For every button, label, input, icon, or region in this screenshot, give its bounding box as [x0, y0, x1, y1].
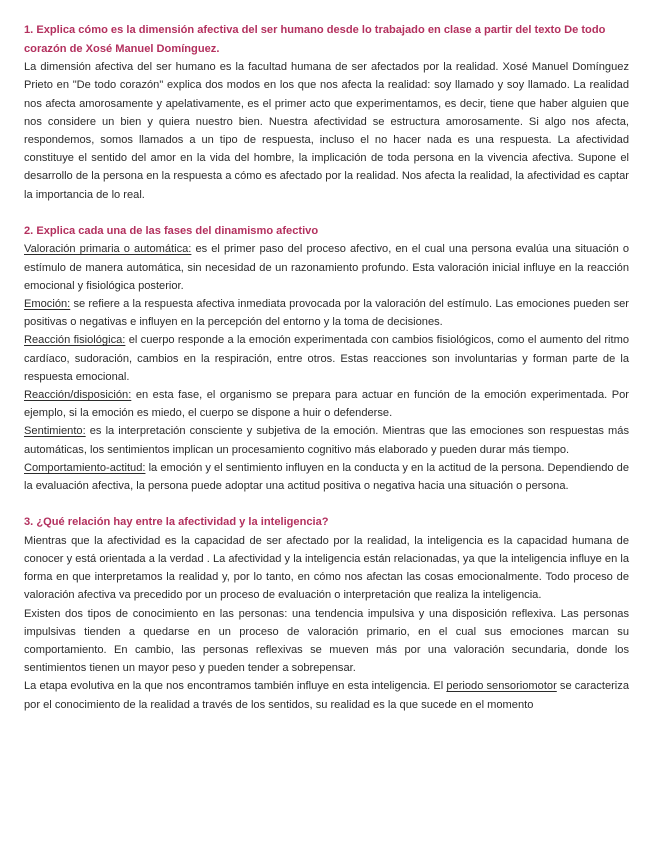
section-1-paragraph: La dimensión afectiva del ser humano es la facultad humana de ser afectados por la realidad. Xosé Manuel Domínguez Prieto en "De todo corazón" explica dos modos en los que nos afecta la realidad: soy llamado y soy llamado. La realidad nos afecta amorosamente y apelativamente, es el primer acto que experimentamos, es decir, tiene que haber alguien que nos considere un bien y quiera nuestro bien. Nuestra afectividad se estructura amorosamente. Si algo nos afecta, respondemos, somos llamados a un tipo de respuesta, incluso el no hacer nada es una respuesta. La afectividad constituye el sentido del amor en la vida del hombre, la implicación de toda persona en la vivencia afectiva. Supone el desarrollo de la persona en la respuesta a cómo es afectado por la realidad. Nos afecta la realidad, la afectividad es captar la importancia de lo real.	[24, 61, 629, 201]
phase-item	[24, 459, 629, 495]
section-1	[24, 21, 629, 204]
periodo-sensoriomotor-link[interactable]: periodo sensoriomotor	[446, 680, 557, 693]
section-3-paragraph-3	[24, 677, 629, 713]
phase-text: la emoción y el sentimiento influyen en la conducta y en la actitud de la persona. Dependiendo de la evaluación afectiva, la persona puede adoptar una actitud positiva o negativa hacia una situación o persona.	[24, 461, 629, 493]
section-3-paragraph-1: Mientras que la afectividad es la capacidad de ser afectado por la realidad, la inteligencia es la capacidad humana de conocer y está orientada a la verdad . La afectividad y la inteligencia están relacionadas, ya que la inteligencia influye en la forma en que interpretamos la realidad y, por lo tanto, en cómo nos afectan las cosas emocionalmente. Todo proceso de valoración afectiva va precedido por un proceso de evaluación o interpretación que realiza la inteligencia.	[24, 534, 629, 602]
paragraph-3-end: se caracteriza por el conocimiento de la realidad a través de los sentidos, su realidad es la que sucede en el momento	[24, 680, 629, 711]
phase-term: Reacción/disposición:	[24, 389, 132, 402]
phase-term: Comportamiento-actitud:	[24, 461, 146, 474]
phase-text: el cuerpo responde a la emoción experimentada con cambios fisiológicos, como el aumento del ritmo cardíaco, sudoración, cambios en la respiración, entre otros. Estas reacciones son involuntarias y forman parte de la respuesta emocional.	[24, 334, 629, 383]
phase-item	[24, 386, 629, 422]
phase-item	[24, 240, 629, 295]
phase-term: Emoción:	[24, 298, 71, 311]
paragraph-3-start: La etapa evolutiva en la que nos encontramos también influye en esta inteligencia. El	[24, 680, 447, 693]
section-2	[24, 222, 629, 495]
section-1-title: 1. Explica cómo es la dimensión afectiva del ser humano desde lo trabajado en clase a partir del texto De todo corazón de Xosé Manuel Domínguez.	[24, 24, 606, 55]
section-3-paragraph-2: Existen dos tipos de conocimiento en las personas: una tendencia impulsiva y una disposición reflexiva. Las personas impulsivas tienden a quedarse en un proceso de valoración primario, en el cual sus emociones marcan su comportamiento. En cambio, las personas reflexivas se mueven más por una valoración secundaria, donde los sentimientos tienen un mayor peso y pueden tender a sobrepensar.	[24, 607, 629, 675]
phase-term: Reacción fisiológica:	[24, 334, 126, 347]
phase-item	[24, 331, 629, 386]
phase-text: es la interpretación consciente y subjetiva de la emoción. Mientras que las emociones son respuestas más automáticas, los sentimientos implican un procesamiento cognitivo más elaborado y pueden durar más tiempo.	[24, 425, 629, 456]
section-2-title: 2. Explica cada una de las fases del dinamismo afectivo	[24, 224, 319, 237]
section-3-title: 3. ¿Qué relación hay entre la afectividad y la inteligencia?	[24, 516, 329, 529]
phase-text: es el primer paso del proceso afectivo, en el cual una persona evalúa una situación o estímulo de manera automática, sin necesidad de un razonamiento profundo. Esta valoración inicial influye en la reacción emocional y fisiológica posterior.	[24, 243, 629, 292]
phase-term: Valoración primaria o automática:	[24, 243, 192, 256]
document-page	[24, 21, 629, 732]
phase-item	[24, 422, 629, 458]
phase-text: en esta fase, el organismo se prepara para actuar en función de la emoción experimentada. Por ejemplo, si la emoción es miedo, el cuerpo se dispone a huir o defenderse.	[24, 389, 629, 420]
phase-item	[24, 295, 629, 331]
phase-term: Sentimiento:	[24, 425, 86, 438]
phase-text: se refiere a la respuesta afectiva inmediata provocada por la valoración del estímulo. Las emociones pueden ser positivas o negativas e influyen en la percepción del entorno y la toma de decisiones.	[24, 298, 629, 329]
section-3	[24, 513, 629, 714]
